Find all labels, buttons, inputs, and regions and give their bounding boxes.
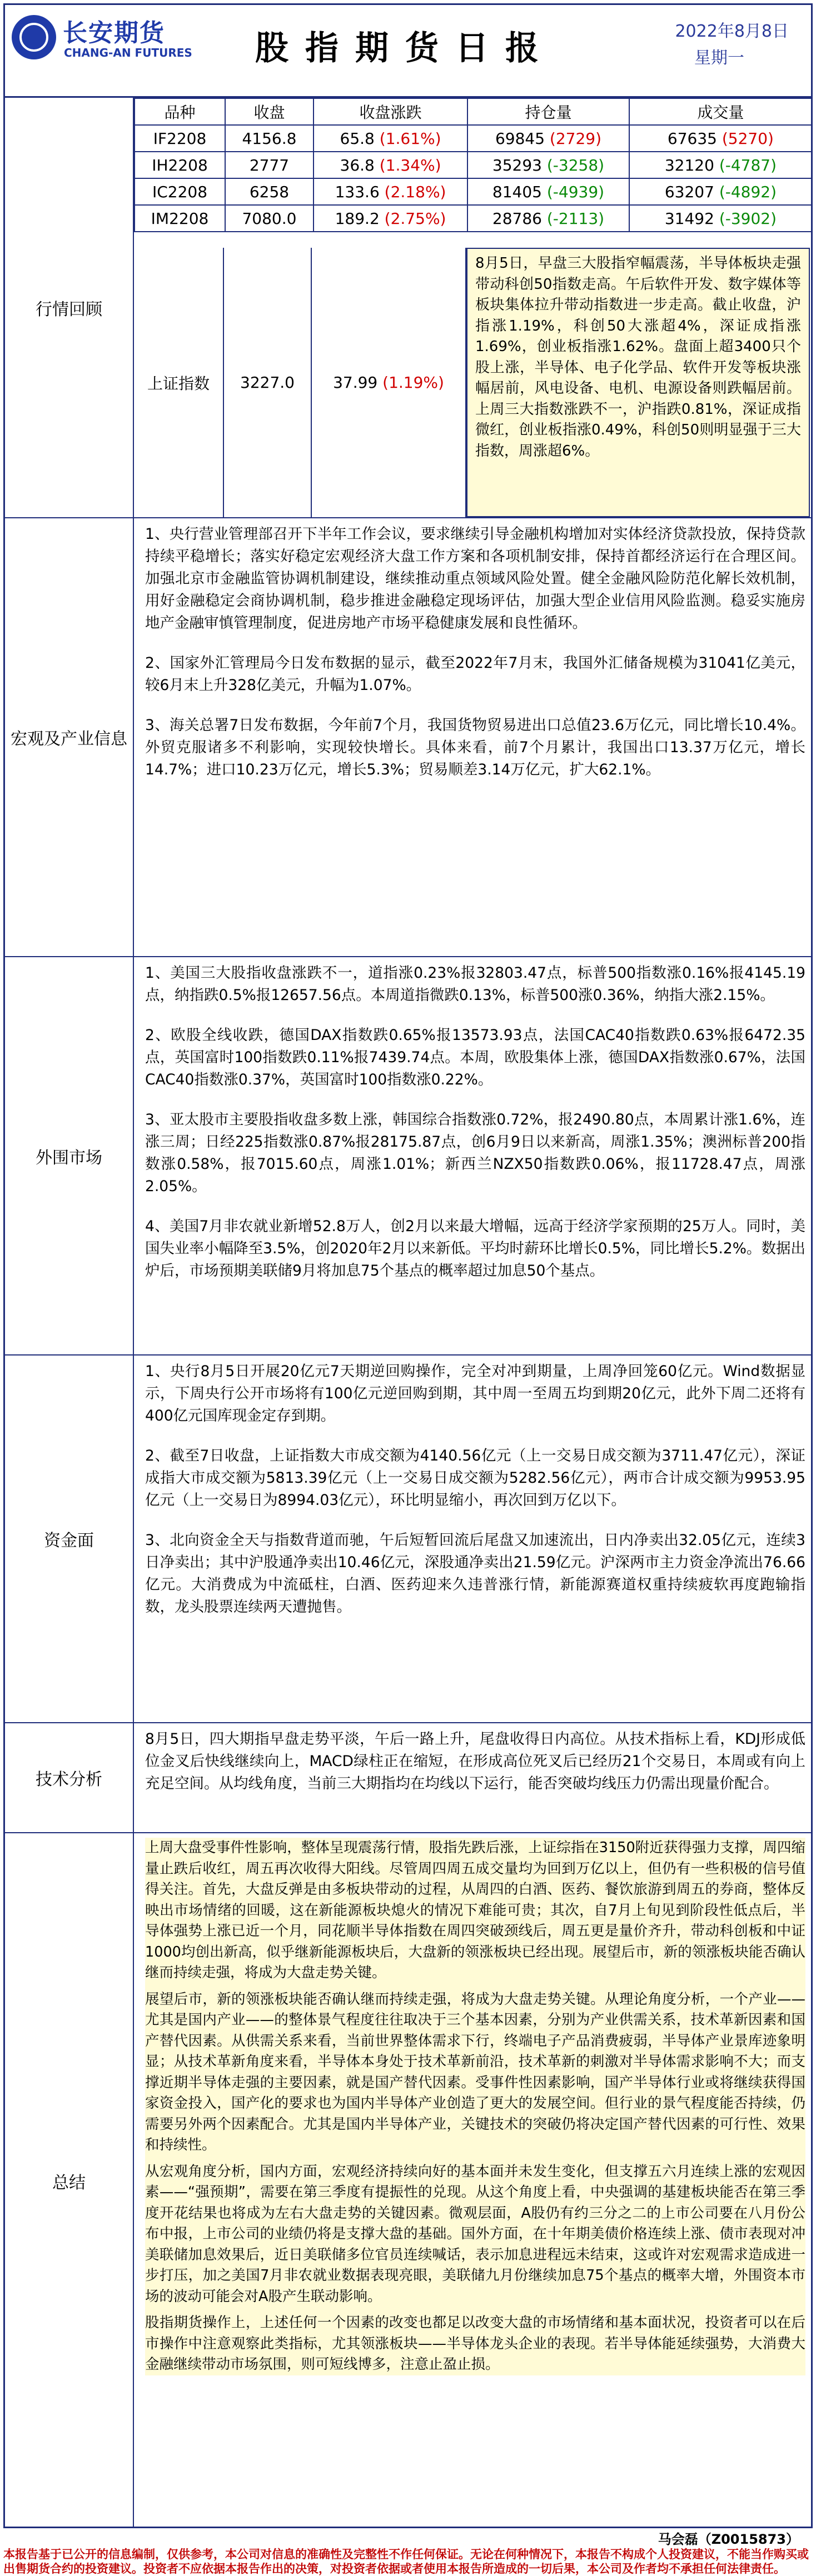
change-percent: (1.61%) [379, 129, 441, 148]
volume [629, 205, 812, 232]
open-interest [467, 125, 629, 152]
oi-value: 28786 [492, 209, 542, 228]
table-header: 品种 [135, 98, 225, 125]
section-label-overseas: 外围市场 [36, 1148, 102, 1168]
close-price: 6258 [225, 178, 314, 205]
volume-change: (-3902) [719, 209, 777, 228]
overseas-paragraph: 4、美国7月非农就业新增52.8万人，创2月以来最大增幅，远高于经济学家预期的25万人。同时，美国失业率小幅降至3.5%，创2020年2月以来新低。平均时薪环比增长0.5%，同比增长5.2%。数据出炉后，市场预期美联储9月将加息75个基点的概率超过加息50个基点。 [145, 1218, 805, 1279]
oi-value: 69845 [495, 129, 545, 148]
change-value: 189.2 [335, 209, 380, 228]
index-name: 上证指数 [134, 248, 224, 517]
report-header [3, 3, 813, 98]
price-change [314, 205, 467, 232]
table-header-row [135, 98, 812, 125]
open-interest [467, 178, 629, 205]
table-row [135, 205, 812, 232]
volume [629, 125, 812, 152]
section-label-technical: 技术分析 [36, 1770, 102, 1789]
change-percent: (2.18%) [384, 182, 446, 201]
change-percent: (2.75%) [384, 209, 446, 228]
oi-value: 81405 [492, 182, 542, 201]
report-title: 股指期货日报 [255, 29, 555, 68]
close-price: 2777 [225, 152, 314, 178]
volume-value: 67635 [667, 129, 717, 148]
oi-value: 35293 [492, 156, 542, 174]
market-review-summary: 8月5日，早盘三大股指窄幅震荡，半导体板块走强带动科创50指数走高。午后软件开发、数字媒体等板块集体拉升带动指数进一步走高。截止收盘，沪指涨1.19%，科创50大涨超4%，深证成指涨1.69%，创业板指涨1.62%。盘面上超3400只个股上涨，半导体、电子化学品、软件开发等板块涨幅居前，风电设备、电机、电源设备则跌幅居前。上周三大指数涨跌不一，沪指跌0.81%，深证成指微红，创业板指涨0.49%，科创50则明显强于三大指数，周涨超6%。 [466, 248, 810, 517]
open-interest [467, 152, 629, 178]
volume-change: (-4787) [719, 156, 777, 174]
table-header: 收盘涨跌 [314, 98, 467, 125]
capital-content [145, 1360, 805, 1636]
table-header: 成交量 [629, 98, 812, 125]
company-logo-icon [12, 15, 56, 59]
report-date: 2022年8月8日 [675, 22, 789, 41]
oi-change: (-3258) [546, 156, 605, 174]
contract-name: IH2208 [135, 152, 225, 178]
overseas-paragraph: 2、欧股全线收跌，德国DAX指数跌0.65%报13573.93点，法国CAC40指数跌0.63%报6472.35点，英国富时100指数跌0.11%报7439.74点。本周，欧股集体上涨，德国DAX指数涨0.67%，法国CAC40指数涨0.37%，英国富时100指数涨0.22%。 [145, 1027, 805, 1088]
change-value: 36.8 [340, 156, 375, 174]
oi-change: (2729) [549, 129, 602, 148]
summary-paragraph: 上周大盘受事件性影响，整体呈现震荡行情，股指先跌后涨，上证综指在3150附近获得强力支撑，周四缩量止跌后收红，周五再次收得大阳线。尽管周四周五成交量均为回到万亿以上，但仍有一些积极的信号值得关注。首先，大盘反弹是由多板块带动的过程，从周四的白酒、医药、餐饮旅游到周五的券商，整体反映出市场情绪的回暖，这在新能源板块熄火的情况下难能可贵；其次，自7月上旬见到阶段性低点后，半导体强势上涨已近一个月，同花顺半导体指数在周四突破颈线后，周五更是量价齐升，带动科创板和中证1000均创出新高，似乎继新能源板块后，大盘新的领涨板块已经出现。展望后市，新的领涨板块能否确认继而持续走强，将成为大盘走势关键。 [145, 1839, 805, 1981]
price-change [314, 152, 467, 178]
technical-paragraph: 8月5日，四大期指早盘走势平淡，午后一路上升，尾盘收得日内高位。从技术指标上看，KDJ形成低位金叉后快线继续向上，MACD绿柱正在缩短，在形成高位死叉后已经历21个交易日，本周或有向上充足空间。从均线角度，当前三大期指均在均线以下运行，能否突破均线压力仍需出现量价配合。 [145, 1730, 805, 1792]
table-header: 收盘 [225, 98, 314, 125]
price-change [314, 178, 467, 205]
company-name-en: CHANG-AN FUTURES [64, 46, 192, 59]
capital-paragraph: 2、截至7日收盘，上证指数大市成交额为4140.56亿元（上一交易日成交额为3711.47亿元），深证成指大市成交额为5813.39亿元（上一交易日成交额为5282.56亿元），两市合计成交额为9953.95亿元（上一交易日为8994.03亿元），环比明显缩小，再次回到万亿以下。 [145, 1447, 805, 1509]
volume-change: (-4892) [719, 182, 777, 201]
section-label-market-review: 行情回顾 [36, 299, 102, 319]
volume-value: 31492 [664, 209, 714, 228]
volume [629, 152, 812, 178]
table-header: 持仓量 [467, 98, 629, 125]
company-name-cn: 长安期货 [63, 19, 165, 47]
capital-paragraph: 1、央行8月5日开展20亿元7天期逆回购操作，完全对冲到期量，上周净回笼60亿元。Wind数据显示，下周央行公开市场将有100亿元逆回购到期，其中周一至周五均到期20亿元，此外下周二还将有400亿元国库现金定存到期。 [145, 1363, 805, 1424]
section-label-summary: 总结 [52, 2173, 86, 2193]
oi-change: (-2113) [546, 209, 605, 228]
overseas-paragraph: 1、美国三大股指收盘涨跌不一，道指涨0.23%报32803.47点，标普500指数涨0.16%报4145.19点，纳指跌0.5%报12657.56点。本周道指微跌0.13%，标普500涨0.36%，纳指大涨2.15%。 [145, 964, 805, 1004]
volume [629, 178, 812, 205]
change-percent: (1.34%) [379, 156, 441, 174]
macro-paragraph: 2、国家外汇管理局今日发布数据的显示，截至2022年7月末，我国外汇储备规模为31041亿美元，较6月末上升328亿美元，升幅为1.07%。 [145, 654, 805, 694]
table-row [135, 152, 812, 178]
change-value: 133.6 [335, 182, 380, 201]
table-row [135, 125, 812, 152]
contract-name: IM2208 [135, 205, 225, 232]
section-label-capital: 资金面 [44, 1531, 94, 1550]
price-change [314, 125, 467, 152]
shanghai-index-row [134, 248, 466, 517]
index-close: 3227.0 [224, 248, 312, 517]
report-body [3, 98, 813, 2528]
macro-content [145, 523, 805, 799]
contract-name: IF2208 [135, 125, 225, 152]
oi-change: (-4939) [546, 182, 605, 201]
open-interest [467, 205, 629, 232]
technical-content [145, 1728, 805, 1813]
overseas-content [145, 962, 805, 1300]
index-change [312, 248, 466, 517]
section-label-macro: 宏观及产业信息 [11, 729, 127, 749]
close-price: 7080.0 [225, 205, 314, 232]
summary-content [145, 1838, 805, 2375]
summary-paragraph: 展望后市，新的领涨板块能否确认继而持续走强，将成为大盘走势关键。从理论角度分析，一个产业——尤其是国内产业——的整体景气程度往往取决于三个基本因素，分别为产业供需关系，技术革新因素和国产替代因素。从供需关系来看，当前世界整体需求下行，终端电子产品消费疲弱，半导体产业景库迹象明显；从技术革新角度来看，半导体本身处于技术革新前沿，技术革新的刺激对半导体需求影响不大；而支撑近期半导体走强的主要因素，就是国产替代因素。受事件性因素影响，国产半导体行业或将继续获得国家资金投入，国产化的要求也为国内半导体产业创造了更大的发展空间。但行业的景气程度能否持续，仍需要另外两个因素配合。尤其是国内半导体产业，关键技术的突破仍将决定国产替代因素的可行性、效果和持续性。 [145, 1990, 805, 2153]
report-weekday: 星期一 [694, 48, 744, 68]
volume-value: 63207 [664, 182, 714, 201]
macro-paragraph: 1、央行营业管理部召开下半年工作会议，要求继续引导金融机构增加对实体经济贷款投放，保持贷款持续平稳增长；落实好稳定宏观经济大盘工作方案和各项机制安排，保持首都经济运行在合理区间。加强北京市金融监管协调机制建设，继续推动重点领域风险处置。健全金融风险防范化解长效机制，用好金融稳定会商协调机制，稳步推进金融稳定现场评估，加强大型企业信用风险监测。稳妥实施房地产金融审慎管理制度，促进房地产市场平稳健康发展和良性循环。 [145, 526, 805, 632]
analyst-signature: 马会磊（Z0015873） [658, 2532, 799, 2547]
volume-change: (5270) [722, 129, 774, 148]
capital-paragraph: 3、北向资金全天与指数背道而驰，午后短暂回流后尾盘又加速流出，日内净卖出32.05亿元，连续3日净卖出；其中沪股通净卖出10.46亿元，深股通净卖出21.59亿元。沪深两市主力资金净流出76.66亿元。大消费成为中流砥柱，白酒、医药迎来久违普涨行情，新能源赛道权重持续疲软再度跑输指数，龙头股票连续两天遭抛售。 [145, 1532, 805, 1615]
summary-paragraph: 股指期货操作上，上述任何一个因素的改变也都足以改变大盘的市场情绪和基本面状况，投资者可以在后市操作中注意观察此类指标，尤其领涨板块——半导体龙头企业的表现。若半导体能延续强势，大消费大金融继续带动市场氛围，则可短线博多，注意止盈止损。 [145, 2314, 805, 2373]
volume-value: 32120 [664, 156, 714, 174]
macro-paragraph: 3、海关总署7日发布数据，今年前7个月，我国货物贸易进出口总值23.6万亿元，同比增长10.4%。外贸克服诸多不利影响，实现较快增长。具体来看，前7个月累计，我国出口13.37万亿元，增长14.7%；进口10.23万亿元，增长5.3%；贸易顺差3.14万亿元，扩大62.1%。 [145, 717, 805, 778]
disclaimer-text: 本报告基于已公开的信息编制，仅供参考，本公司对信息的准确性及完整性不作任何保证。无论在何种情况下，本报告不构成个人投资建议，不能当作购买或出售期货合约的投资建议。投资者不应依据本报告作出的决策，对投资者依据或者使用本报告所造成的一切后果，本公司及作者均不承担任何法律责任。 [3, 2548, 809, 2575]
futures-quote-table [134, 98, 813, 232]
change-value: 65.8 [340, 129, 375, 148]
index-change-value: 37.99 [333, 373, 378, 392]
close-price: 4156.8 [225, 125, 314, 152]
table-row [135, 178, 812, 205]
index-change-percent: (1.19%) [382, 373, 444, 392]
summary-paragraph: 从宏观角度分析，国内方面，宏观经济持续向好的基本面并未发生变化，但支撑五六月连续上涨的宏观因素——“强预期”，需要在第三季度有提振性的兑现。从这个角度上看，中央强调的基建板块能否在第三季度开花结果也将成为左右大盘走势的关键因素。微观层面，A股仍有约三分之二的上市公司要在八月份公布中报，上市公司的业绩仍将是支撑大盘的基础。国外方面，在十年期美债价格连续上涨、债市表现对冲美联储加息效果后，近日美联储多位官员连续喊话，表示加息进程远未结束，这或许对宏观需求造成进一步打压，加之美国7月非农就业数据表现亮眼，美联储九月份继续加息75个基点的概率大增，外围资本市场的波动可能会对A股产生联动影响。 [145, 2163, 805, 2305]
overseas-paragraph: 3、亚太股市主要股指收盘多数上涨，韩国综合指数涨0.72%，报2490.80点，本周累计涨1.6%，连涨三周；日经225指数涨0.87%报28175.87点，创6月9日以来新高，周涨1.35%；澳洲标普200指数涨0.58%，报7015.60点，周涨1.01%；新西兰NZX50指数跌0.06%，报11728.47点，周涨2.05%。 [145, 1111, 805, 1195]
contract-name: IC2208 [135, 178, 225, 205]
